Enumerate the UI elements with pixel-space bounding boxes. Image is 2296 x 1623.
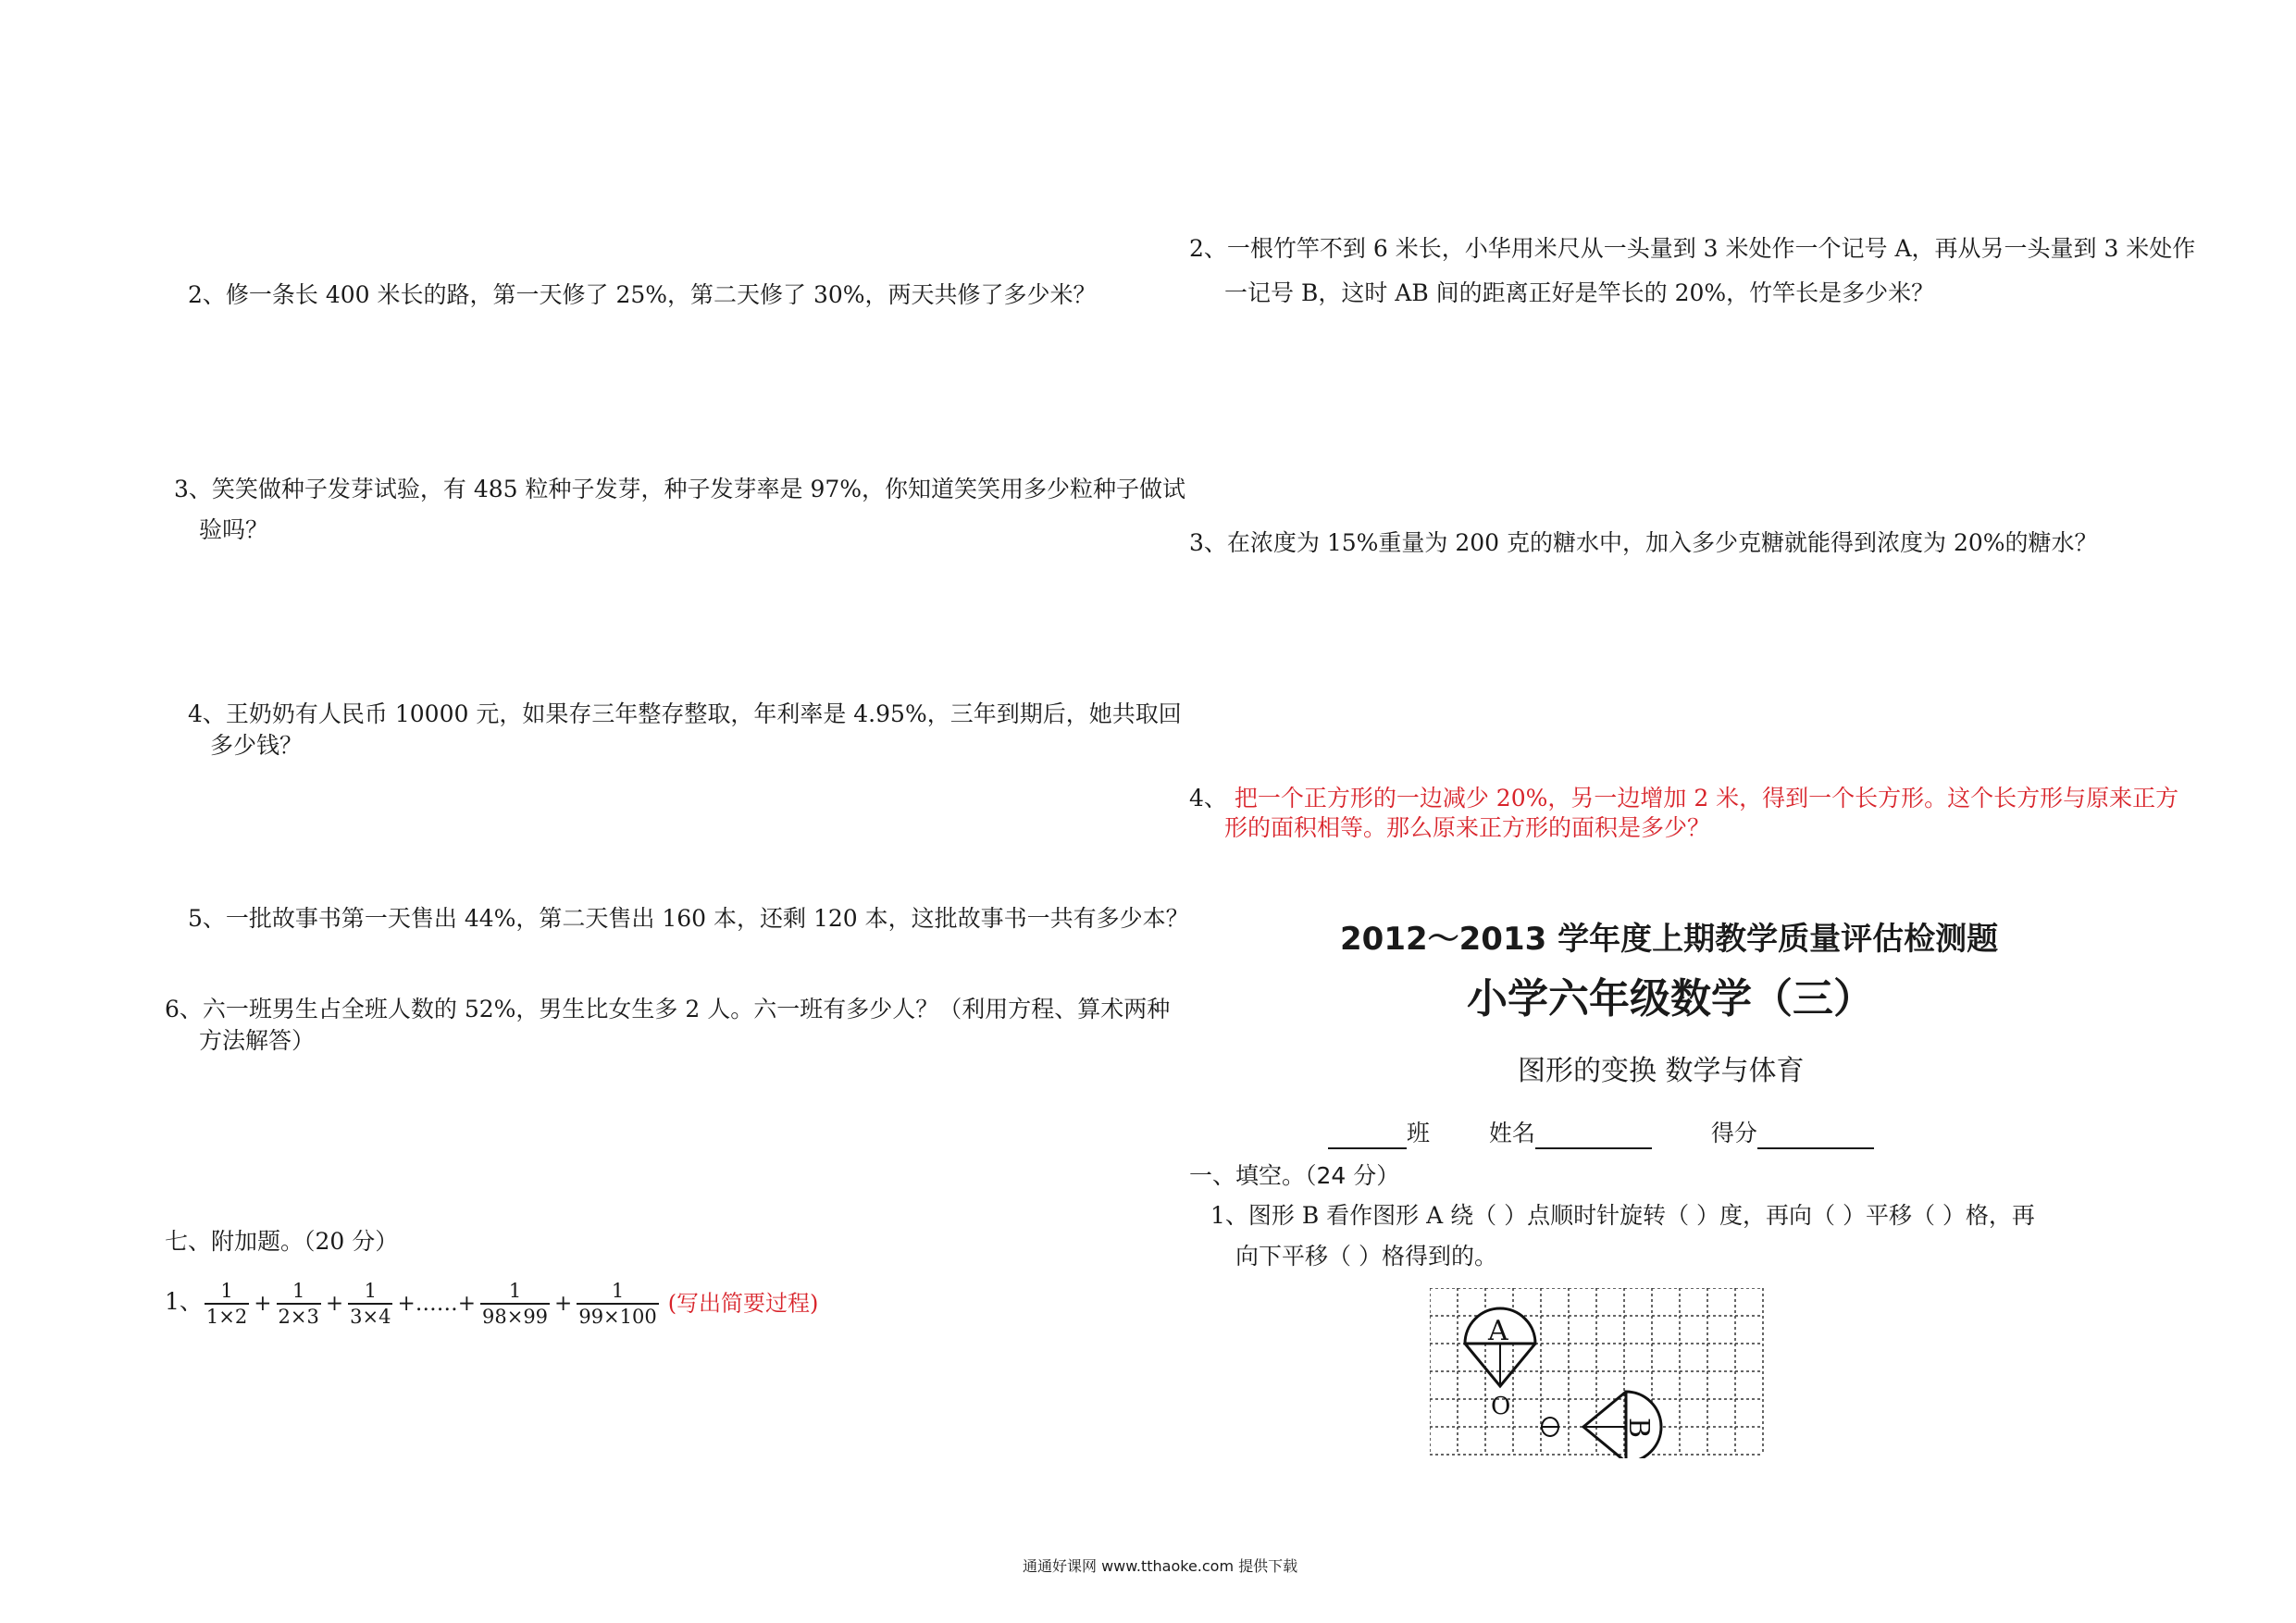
fill-question-1-line2: 向下平移（ ）格得到的。 — [1235, 1243, 1497, 1270]
right-question-4-line1 — [1189, 783, 2178, 814]
label-b: B — [1622, 1418, 1655, 1439]
class-label: 班 — [1407, 1120, 1431, 1146]
score-label: 得分 — [1710, 1120, 1757, 1146]
plus-sign: + — [325, 1291, 344, 1316]
exam-title: 2012～2013 学年度上期教学质量评估检测题 — [1340, 921, 1999, 958]
left-question-6-line2: 方法解答） — [199, 1027, 316, 1054]
ellipsis-sign: +……+ — [397, 1291, 476, 1316]
fraction-2: $\frac{1}{2\times 3}$ — [278, 1279, 319, 1328]
plus-sign: + — [254, 1291, 272, 1316]
left-question-6-line1: 6、六一班男生占全班人数的 52%，男生比女生多 2 人。六一班有多少人？（利用方程、算术两种 — [165, 996, 1171, 1022]
left-question-4-line1: 4、王奶奶有人民币 10000 元，如果存三年整存整取，年利率是 4.95%，三年到期后，她共取回 — [188, 700, 1182, 727]
right-question-2-line2: 一记号 B，这时 AB 间的距离正好是竿长的 20%，竹竿长是多少米？ — [1224, 279, 1935, 306]
rotation-grid-figure — [1430, 1288, 1767, 1458]
name-label: 姓名 — [1488, 1120, 1535, 1146]
fraction-98: $\frac{1}{98\times 99}$ — [482, 1279, 549, 1328]
bonus-question-1 — [165, 1275, 818, 1331]
right-question-2-line1: 2、一根竹竿不到 6 米长，小华用米尺从一头量到 3 米处作一个记号 A，再从另一头量到 3 米处作 — [1189, 235, 2196, 262]
right-question-3: 3、在浓度为 15%重量为 200 克的糖水中，加入多少克糖就能得到浓度为 20%的糖水？ — [1189, 529, 2098, 556]
left-question-2: 2、修一条长 400 米长的路，第一天修了 25%，第二天修了 30%，两天共修了多少米？ — [188, 281, 1097, 308]
fill-question-1-line1: 1、图形 B 看作图形 A 绕（ ）点顺时针旋转（ ）度，再向（ ）平移（ ）格，再 — [1210, 1202, 2035, 1229]
label-a: A — [1488, 1315, 1508, 1347]
right-question-4-line2: 形的面积相等。那么原来正方形的面积是多少？ — [1224, 814, 1711, 841]
student-info-row — [1328, 1118, 1874, 1149]
fraction-99: $\frac{1}{99\times 100}$ — [578, 1279, 657, 1328]
left-question-3-line2: 验吗？ — [199, 516, 269, 543]
page-footer: 通通好课网 www.tthaoke.com 提供下载 — [1023, 1557, 1298, 1575]
fraction-1: $\frac{1}{1\times 2}$ — [205, 1279, 248, 1328]
section-7-heading: 七、附加题。（20 分） — [165, 1228, 399, 1255]
fraction-3: $\frac{1}{3\times 4}$ — [350, 1279, 391, 1328]
exam-topic: 图形的变换 数学与体育 — [1518, 1055, 1805, 1087]
class-blank[interactable] — [1328, 1123, 1407, 1149]
label-o-point: O — [1491, 1393, 1511, 1420]
left-question-4-line2: 多少钱？ — [210, 732, 304, 759]
left-question-5: 5、一批故事书第一天售出 44%，第二天售出 160 本，还剩 120 本，这批故事书一共有多少本？ — [188, 905, 1189, 932]
left-question-3-line1: 3、笑笑做种子发芽试验，有 485 粒种子发芽，种子发芽率是 97%，你知道笑笑用多少粒种子做试 — [174, 476, 1186, 502]
dashed-grid — [1430, 1288, 1763, 1455]
bonus-note: (写出简要过程) — [667, 1290, 819, 1317]
right-question-4-text: 把一个正方形的一边减少 20%，另一边增加 2 米，得到一个长方形。这个长方形与原来正方 — [1234, 785, 2179, 812]
score-blank[interactable] — [1757, 1123, 1874, 1149]
right-question-4-number: 4、 — [1189, 785, 1227, 812]
section-1-heading: 一、填空。（24 分） — [1189, 1162, 1400, 1189]
exam-subtitle: 小学六年级数学（三） — [1467, 975, 1874, 1022]
name-blank[interactable] — [1535, 1123, 1652, 1149]
plus-sign: + — [554, 1291, 573, 1316]
bonus-prefix: 1、 — [165, 1288, 203, 1315]
